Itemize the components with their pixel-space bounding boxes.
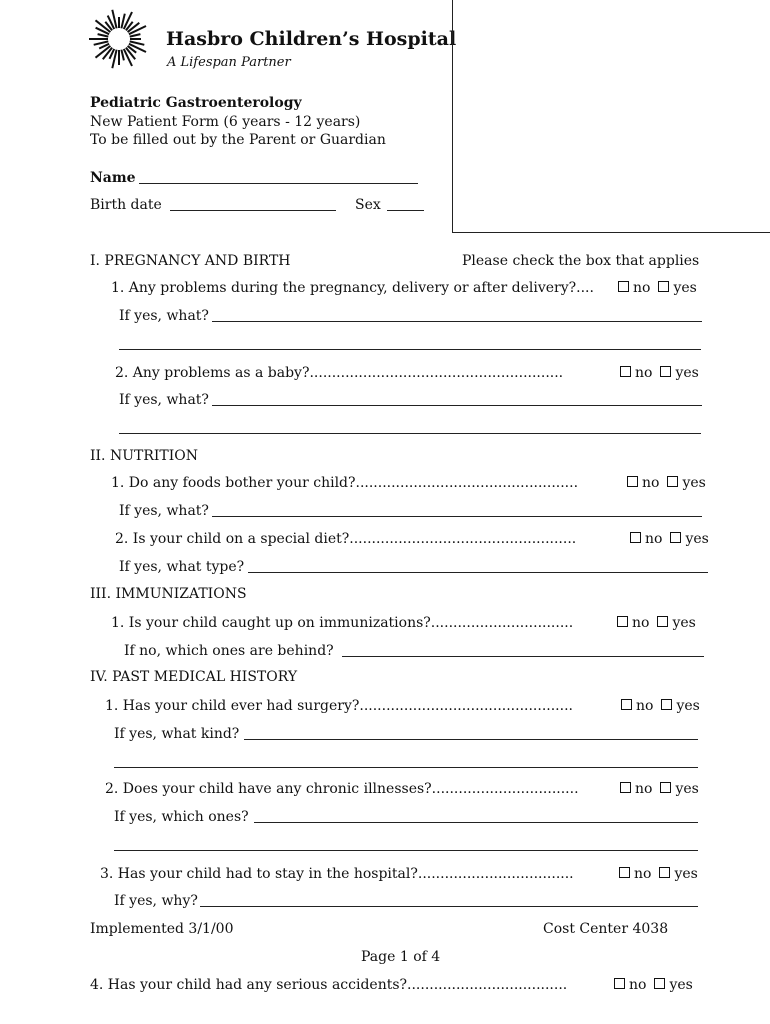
birth-date-field[interactable] <box>170 210 336 211</box>
hospital-name: Hasbro Children’s Hospital <box>166 28 457 50</box>
sex-field[interactable] <box>387 210 424 211</box>
section-nutrition-heading: II. NUTRITION <box>90 448 199 464</box>
followup-immunizations-1: If no, which ones are behind? <box>124 643 334 659</box>
question-medical-4: 4. Has your child had any serious accidents?.................................... <box>90 977 568 993</box>
no-checkbox[interactable] <box>627 476 638 487</box>
no-label: no <box>642 475 660 491</box>
name-label: Name <box>90 170 136 186</box>
answer-line-pregnancy-2a[interactable] <box>212 405 702 406</box>
yes-checkbox[interactable] <box>670 532 681 543</box>
yes-label: yes <box>675 365 699 381</box>
answer-medical-1 <box>621 699 700 713</box>
form-instructions: To be filled out by the Parent or Guardian <box>90 132 386 148</box>
birth-date-label: Birth date <box>90 197 162 213</box>
answer-medical-2 <box>620 782 699 796</box>
answer-line-immunizations-1[interactable] <box>342 656 704 657</box>
no-label: no <box>636 698 654 714</box>
yes-checkbox[interactable] <box>661 699 672 710</box>
patient-label-box <box>452 0 770 233</box>
yes-checkbox[interactable] <box>657 616 668 627</box>
followup-medical-1: If yes, what kind? <box>114 726 240 742</box>
answer-line-pregnancy-2b[interactable] <box>119 433 701 434</box>
section-medical-history-heading: IV. PAST MEDICAL HISTORY <box>90 669 298 685</box>
no-label: no <box>629 977 647 993</box>
answer-line-medical-2b[interactable] <box>114 850 698 851</box>
question-medical-1: 1. Has your child ever had surgery?................................................ <box>105 698 573 714</box>
question-immunizations-1: 1. Is your child caught up on immunizations?................................ <box>111 615 574 631</box>
question-nutrition-2: 2. Is your child on a special diet?................................................... <box>115 531 577 547</box>
cost-center: Cost Center 4038 <box>543 921 669 937</box>
no-checkbox[interactable] <box>620 782 631 793</box>
section-pregnancy-heading: I. PREGNANCY AND BIRTH <box>90 253 291 269</box>
yes-label: yes <box>676 698 700 714</box>
form-title: New Patient Form (6 years - 12 years) <box>90 114 361 130</box>
section-immunizations-heading: III. IMMUNIZATIONS <box>90 586 247 602</box>
no-checkbox[interactable] <box>619 867 630 878</box>
yes-label: yes <box>682 475 706 491</box>
answer-medical-3 <box>619 867 698 881</box>
department-title: Pediatric Gastroenterology <box>90 95 302 111</box>
yes-label: yes <box>673 280 697 296</box>
no-checkbox[interactable] <box>621 699 632 710</box>
followup-nutrition-1: If yes, what? <box>119 503 209 519</box>
answer-line-pregnancy-1b[interactable] <box>119 349 701 350</box>
answer-immunizations-1 <box>617 616 696 630</box>
question-nutrition-1: 1. Do any foods bother your child?.................................................. <box>111 475 579 491</box>
sunburst-logo-icon <box>88 8 150 70</box>
answer-line-pregnancy-1a[interactable] <box>212 321 702 322</box>
no-label: no <box>635 365 653 381</box>
yes-label: yes <box>672 615 696 631</box>
yes-label: yes <box>669 977 693 993</box>
no-checkbox[interactable] <box>617 616 628 627</box>
yes-checkbox[interactable] <box>654 978 665 989</box>
answer-line-nutrition-2[interactable] <box>248 572 708 573</box>
page-number: Page 1 of 4 <box>361 949 441 965</box>
no-label: no <box>633 280 651 296</box>
yes-checkbox[interactable] <box>667 476 678 487</box>
yes-checkbox[interactable] <box>660 366 671 377</box>
no-checkbox[interactable] <box>614 978 625 989</box>
implemented-date: Implemented 3/1/00 <box>90 921 234 937</box>
question-medical-3: 3. Has your child had to stay in the hospital?................................... <box>100 866 574 882</box>
yes-checkbox[interactable] <box>660 782 671 793</box>
no-checkbox[interactable] <box>618 281 629 292</box>
question-pregnancy-1: 1. Any problems during the pregnancy, delivery or after delivery?.... <box>111 280 594 296</box>
followup-medical-2: If yes, which ones? <box>114 809 249 825</box>
answer-pregnancy-2 <box>620 366 699 380</box>
no-label: no <box>634 866 652 882</box>
name-field[interactable] <box>139 183 418 184</box>
no-checkbox[interactable] <box>620 366 631 377</box>
answer-line-medical-1a[interactable] <box>244 739 698 740</box>
answer-line-medical-1b[interactable] <box>114 767 698 768</box>
answer-nutrition-1 <box>627 476 706 490</box>
sex-label: Sex <box>355 197 381 213</box>
answer-pregnancy-1 <box>618 281 697 295</box>
partner-line: A Lifespan Partner <box>167 55 291 70</box>
no-label: no <box>645 531 663 547</box>
answer-line-nutrition-1[interactable] <box>212 516 702 517</box>
question-pregnancy-2: 2. Any problems as a baby?......................................................... <box>115 365 564 381</box>
yes-label: yes <box>685 531 709 547</box>
answer-nutrition-2 <box>630 532 709 546</box>
answer-medical-4 <box>614 978 693 992</box>
no-label: no <box>632 615 650 631</box>
followup-pregnancy-2: If yes, what? <box>119 392 209 408</box>
followup-pregnancy-1: If yes, what? <box>119 308 209 324</box>
yes-label: yes <box>675 781 699 797</box>
no-label: no <box>635 781 653 797</box>
check-note: Please check the box that applies <box>462 253 700 269</box>
answer-line-medical-2a[interactable] <box>254 822 698 823</box>
yes-checkbox[interactable] <box>658 281 669 292</box>
no-checkbox[interactable] <box>630 532 641 543</box>
followup-medical-3: If yes, why? <box>114 893 198 909</box>
yes-checkbox[interactable] <box>659 867 670 878</box>
followup-nutrition-2: If yes, what type? <box>119 559 245 575</box>
yes-label: yes <box>674 866 698 882</box>
answer-line-medical-3[interactable] <box>200 906 698 907</box>
question-medical-2: 2. Does your child have any chronic illnesses?................................. <box>105 781 579 797</box>
